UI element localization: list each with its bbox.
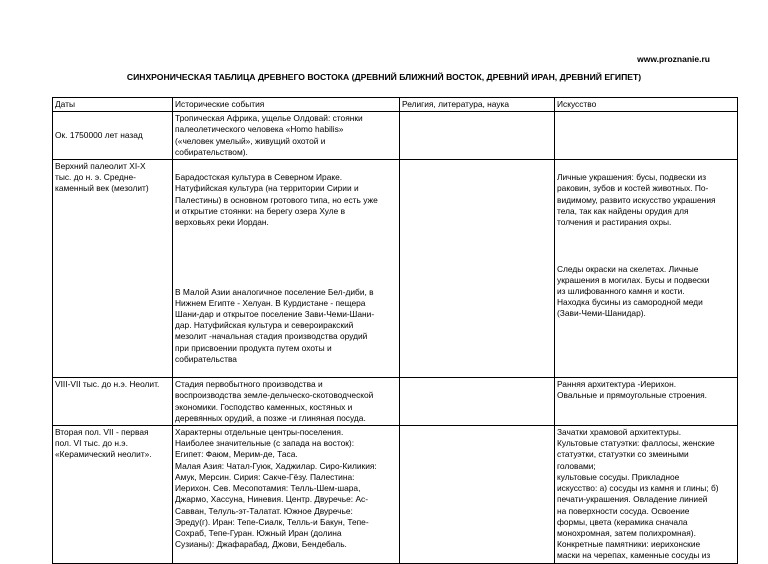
cell-events: Стадия первобытного производства и воспроизводства земле-дельческо-скотоводческой экономики. Господство каменных, костяных и деревянных орудий, а позже -и глиняная посуда.: [173, 378, 400, 426]
page-title: СИНХРОНИЧЕСКАЯ ТАБЛИЦА ДРЕВНЕГО ВОСТОКА (ДРЕВНИЙ БЛИЖНИЙ ВОСТОК, ДРЕВНИЙ ИРАН, ДРЕВНИЙ ЕГИПЕТ): [126, 72, 642, 82]
table-row: [53, 426, 738, 563]
cell-events: [173, 160, 400, 378]
header-dates: Даты: [53, 98, 173, 112]
site-url[interactable]: www.proznanie.ru: [637, 54, 710, 64]
header-religion: Религия, литература, наука: [400, 98, 555, 112]
header-art: Искусство: [555, 98, 738, 112]
cell-date: Вторая пол. VII - первая пол. VI тыс. до н.э. «Керамический неолит».: [53, 426, 173, 563]
cell-events: Характерны отдельные центры-поселения. Наиболее значительные (с запада на восток): Египет: Фаюм, Мерим-де, Таса. Малая Азия: Чатал-Гуюк, Хаджилар. Сиро-Киликия: Амук, Мерсин. Сирия: Сакче-Гёзу. Палестина: Иерихон. Сев. Месопотамия: Телль-Шем-шара, Джармо, Хассуна, Ниневия. Центр. Двуречье: Ас- Савван, Телуль-эт-Талатат. Южное Двуречье: Эреду(г). Иран: Тепе-Сиалк, Телль-и Бакун, Тепе- Сохраб, Тепе-Гуран. Южный Иран (долина Сузианы): Джафарабад, Джови, Бендебаль.: [173, 426, 400, 563]
table-row: [53, 378, 738, 426]
header-events: Исторические события: [173, 98, 400, 112]
art-paragraph: Личные украшения: бусы, подвески из раковин, зубов и костей животных. По- видимому, развито искусство украшения тела, так как найдены орудия для толчения и растирания охры.: [557, 172, 716, 228]
cell-date: [53, 112, 173, 160]
cell-events: Тропическая Африка, ущелье Олдовай: стоянки палеолетического человека «Homo habilis» («человек умелый», живущий охотой и собирательством).: [173, 112, 400, 160]
date-text: Ок. 1750000 лет назад: [55, 130, 143, 140]
cell-religion: [400, 426, 555, 563]
synchronic-table: [52, 97, 738, 564]
cell-religion: [400, 160, 555, 378]
table-row: [53, 160, 738, 378]
cell-religion: [400, 112, 555, 160]
cell-religion: [400, 378, 555, 426]
table-row: [53, 112, 738, 160]
cell-art: [555, 160, 738, 378]
table-header-row: [53, 98, 738, 112]
cell-art: [555, 112, 738, 160]
cell-art: Ранняя архитектура -Иерихон. Овальные и прямоугольные строения.: [555, 378, 738, 426]
cell-date: Верхний палеолит XI-X тыс. до н. э. Средне- каменный век (мезолит): [53, 160, 173, 378]
events-paragraph: Барадостская культура в Северном Ираке. Натуфийская культура (на территории Сирии и Палестины) в основном гротового типа, но есть уже и открытие стоянки: на берегу озера Хуле в верховьях реки Иордан.: [175, 172, 378, 228]
cell-date: VIII-VII тыс. до н.э. Неолит.: [53, 378, 173, 426]
art-paragraph: Следы окраски на скелетах. Личные украшения в могилах. Бусы и подвески из шлифованного камня и кости. Находка бусины из самородной меди (Зави-Чеми-Шанидар).: [557, 263, 710, 319]
events-paragraph: В Малой Азии аналогичное поселение Бел-диби, в Нижнем Египте - Хелуан. В Курдистане - пещера Шани-дар и открытое поселение Зави-Чеми-Шани- дар. Натуфийская культура и североиракский мезолит -начальная стадия производства орудий при присвоении продукта путем охоты и собирательства: [175, 286, 375, 364]
cell-art: Зачатки храмовой архитектуры. Культовые статуэтки: фаллосы, женские статуэтки, статуэтки со змеиными головами; культовые сосуды. Прикладное искусство: а) сосуды из камня и глины; б) печати-украшения. Овладение линией на поверхности сосуда. Освоение формы, цвета (керамика сначала монохромная, затем полихромная). Конкретные памятники: иерихонские маски на черепах, каменные сосуды из: [555, 426, 738, 563]
